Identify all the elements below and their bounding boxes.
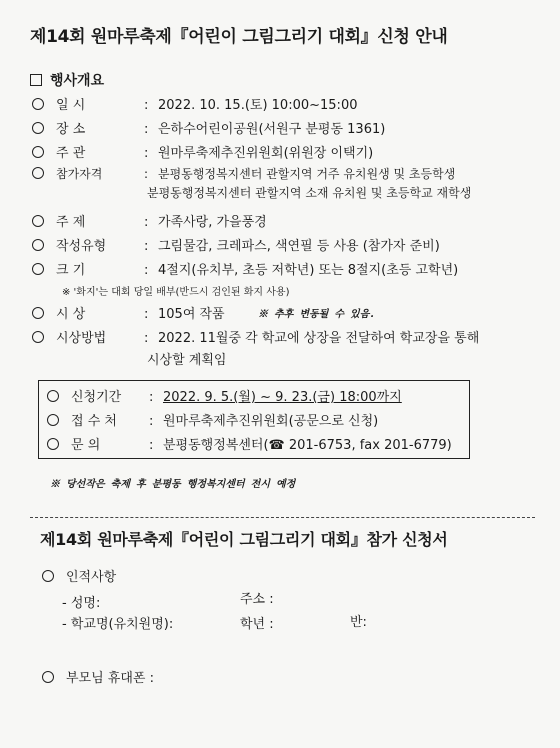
item-label: 크 기 xyxy=(56,263,86,278)
item-date: 일 시 : 2022. 10. 15.(토) 10:00~15:00 xyxy=(32,94,357,113)
item-reception: 접 수 처 : 원마루축제추진위원회(공문으로 신청) xyxy=(47,410,378,429)
item-label: 참가자격 xyxy=(56,167,103,181)
item-materials: 작성유형 : 그림물감, 크레파스, 색연필 등 사용 (참가자 준비) xyxy=(32,235,440,254)
circle-bullet-icon xyxy=(42,570,54,582)
circle-bullet-icon xyxy=(32,146,44,158)
item-label: 일 시 xyxy=(56,98,86,113)
parent-phone-field: 부모님 휴대폰 : xyxy=(42,667,154,686)
overview-heading-text: 행사개요 xyxy=(50,73,105,89)
circle-bullet-icon xyxy=(32,98,44,110)
item-eligibility: 참가자격 : 분평동행정복지센터 관할지역 거주 유치원생 및 초등학생 xyxy=(32,165,455,182)
circle-bullet-icon xyxy=(32,239,44,251)
item-value: 105여 작품 xyxy=(158,307,225,322)
item-label: 주 관 xyxy=(56,146,86,161)
item-value: 그림물감, 크레파스, 색연필 등 사용 (참가자 준비) xyxy=(158,239,440,254)
circle-bullet-icon xyxy=(32,167,44,179)
item-period: 신청기간 : 2022. 9. 5.(월) ~ 9. 23.(금) 18:00까지 xyxy=(47,386,402,405)
item-theme: 주 제 : 가족사랑, 가을풍경 xyxy=(32,211,267,230)
form-title: 제14회 원마루축제『어린이 그림그리기 대회』참가 신청서 xyxy=(40,530,448,549)
circle-bullet-icon xyxy=(32,122,44,134)
circle-bullet-icon xyxy=(32,215,44,227)
size-note: ※ '화지'는 대회 당일 배부(반드시 검인된 화지 사용) xyxy=(62,287,290,298)
item-size: 크 기 : 4절지(유치부, 초등 저학년) 또는 8절지(초등 고학년) xyxy=(32,259,458,278)
item-inquiry: 문 의 : 분평동행정복센터(☎ 201-6753, fax 201-6779) xyxy=(47,434,452,453)
page-title: 제14회 원마루축제『어린이 그림그리기 대회』신청 안내 xyxy=(30,27,448,47)
circle-bullet-icon xyxy=(32,331,44,343)
item-label: 시 상 xyxy=(56,307,86,322)
item-value: 원마루축제추진위원회(위원장 이택기) xyxy=(158,146,374,161)
item-label: 접 수 처 xyxy=(71,414,117,429)
item-award: 시 상 : 105여 작품 xyxy=(32,303,225,322)
item-value: 4절지(유치부, 초등 저학년) 또는 8절지(초등 고학년) xyxy=(158,263,459,278)
item-value: 은하수어린이공원(서원구 분평동 1361) xyxy=(158,122,386,137)
item-value: 원마루축제추진위원회(공문으로 신청) xyxy=(163,414,379,429)
item-label: 주 제 xyxy=(56,215,86,230)
award-handwritten-note: ※ 추후 변동될 수 있음. xyxy=(258,309,376,320)
item-label: 신청기간 xyxy=(71,390,122,405)
circle-bullet-icon xyxy=(32,263,44,275)
circle-bullet-icon xyxy=(47,390,59,402)
circle-bullet-icon xyxy=(47,438,59,450)
name-field: - 성명: xyxy=(62,596,101,611)
checkbox-icon xyxy=(30,74,42,86)
item-label: 작성유형 xyxy=(56,239,107,254)
item-label: 문 의 xyxy=(71,438,101,453)
item-value: 2022. 10. 15.(토) 10:00~15:00 xyxy=(158,98,358,113)
item-value: 2022. 11월중 각 학교에 상장을 전달하여 학교장을 통해 xyxy=(158,331,480,346)
personal-info-heading: 인적사항 xyxy=(42,566,116,585)
item-place: 장 소 : 은하수어린이공원(서원구 분평동 1361) xyxy=(32,118,385,137)
item-host: 주 관 : 원마루축제추진위원회(위원장 이택기) xyxy=(32,142,373,161)
item-eligibility-cont: 분평동행정복지센터 관할지역 소재 유치원 및 초등학교 재학생 xyxy=(147,186,472,200)
class-field: 반: xyxy=(350,615,367,630)
item-award-method-cont: 시상할 계획임 xyxy=(147,353,227,368)
circle-bullet-icon xyxy=(42,671,54,683)
cut-line xyxy=(30,517,535,518)
item-value: 가족사랑, 가을풍경 xyxy=(158,215,267,230)
circle-bullet-icon xyxy=(47,414,59,426)
application-box xyxy=(38,380,470,459)
overview-heading xyxy=(30,70,104,90)
item-label: 시상방법 xyxy=(56,331,107,346)
exhibit-handwritten-note: ※ 당선작은 축제 후 분평동 행정복지센터 전시 예정 xyxy=(50,479,296,490)
school-field: - 학교명(유치원명): xyxy=(62,617,174,632)
item-award-method: 시상방법 : 2022. 11월중 각 학교에 상장을 전달하여 학교장을 통해 xyxy=(32,327,479,346)
item-value: 2022. 9. 5.(월) ~ 9. 23.(금) 18:00까지 xyxy=(163,390,402,405)
item-label: 장 소 xyxy=(56,122,86,137)
grade-field: 학년 : xyxy=(240,617,274,632)
address-field: 주소 : xyxy=(240,592,274,607)
circle-bullet-icon xyxy=(32,307,44,319)
item-value: 분평동행정복지센터 관할지역 거주 유치원생 및 초등학생 xyxy=(158,167,456,181)
item-value: 분평동행정복센터(☎ 201-6753, fax 201-6779) xyxy=(163,438,452,453)
